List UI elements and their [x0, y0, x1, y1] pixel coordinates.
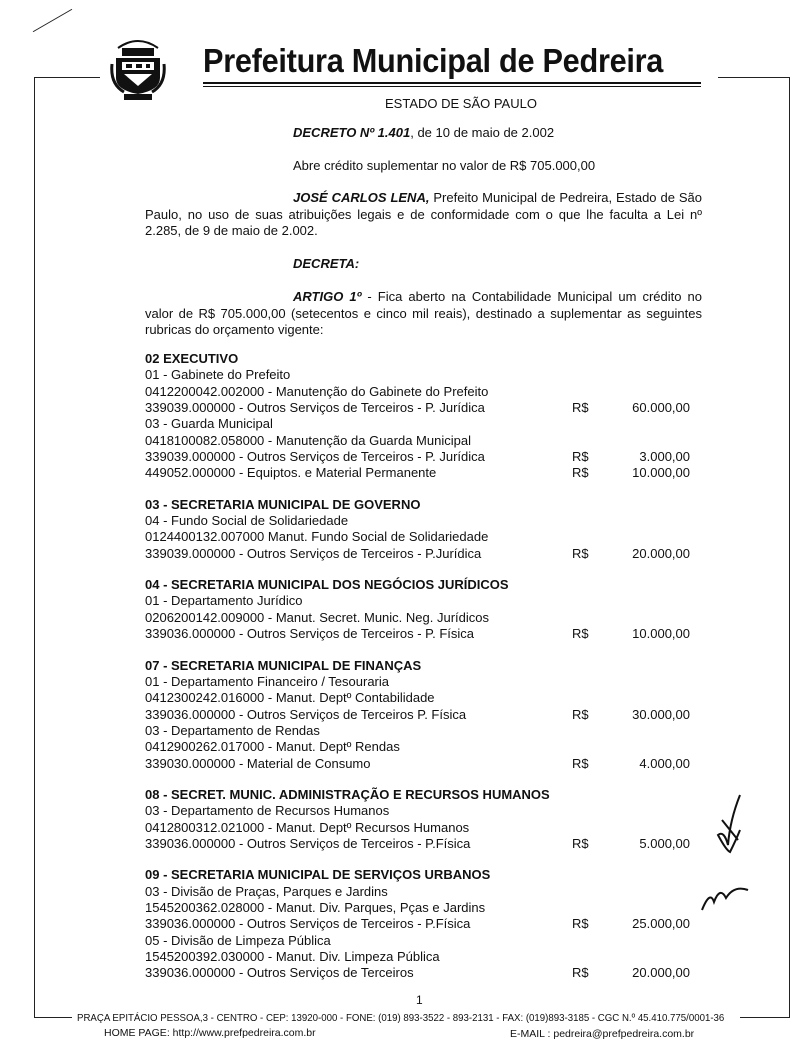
budget-section [145, 867, 705, 981]
currency-symbol: R$ [572, 965, 589, 981]
line-description: 01 - Gabinete do Prefeito [145, 367, 291, 383]
border-top-left [34, 77, 100, 78]
line-description: 339030.000000 - Material de Consumo [145, 755, 371, 771]
budget-line [145, 820, 705, 836]
line-description: 03 - Departamento de Rendas [145, 722, 320, 738]
budget-line [145, 400, 705, 416]
scan-mark [33, 9, 72, 32]
line-amount: 20.000,00 [632, 545, 690, 561]
budget-line [145, 367, 705, 383]
border-bottom-right [740, 1017, 790, 1018]
budget-line [145, 416, 705, 432]
section-heading: 09 - SECRETARIA MUNICIPAL DE SERVIÇOS URBANOS [145, 867, 491, 883]
budget-line [145, 449, 705, 465]
line-description: 01 - Departamento Jurídico [145, 593, 303, 609]
section-heading: 08 - SECRET. MUNIC. ADMINISTRAÇÃO E RECURSOS HUMANOS [145, 786, 550, 802]
line-description: 1545200362.028000 - Manut. Div. Parques, Pças e Jardins [145, 899, 486, 915]
title-rule [203, 82, 701, 84]
budget-sections [145, 351, 705, 997]
line-amount: 3.000,00 [639, 449, 690, 465]
budget-line [145, 707, 705, 723]
line-description: 449052.000000 - Equiptos. e Material Permanente [145, 465, 437, 481]
line-description: 339036.000000 - Outros Serviços de Terceiros P. Física [145, 706, 467, 722]
line-description: 0412800312.021000 - Manut. Deptº Recursos Humanos [145, 819, 470, 835]
budget-line [145, 933, 705, 949]
handwritten-initials [700, 790, 760, 920]
line-amount: 10.000,00 [632, 626, 690, 642]
preamble-text: Prefeito Municipal de Pedreira, Estado de São Paulo, no uso de suas atribuições legais e de conformidade com o que lhe faculta a Lei nº 2.285, de 9 de maio de 2.002. [145, 190, 702, 238]
line-description: 339036.000000 - Outros Serviços de Terceiros - P. Física [145, 626, 475, 642]
budget-line [145, 384, 705, 400]
budget-line [145, 529, 705, 545]
currency-symbol: R$ [572, 400, 589, 416]
section-heading: 07 - SECRETARIA MUNICIPAL DE FINANÇAS [145, 657, 422, 673]
line-amount: 5.000,00 [639, 835, 690, 851]
line-description: 339039.000000 - Outros Serviços de Terceiros - P. Jurídica [145, 400, 485, 416]
line-amount: 10.000,00 [632, 465, 690, 481]
article-text: - Fica aberto na Contabilidade Municipal um crédito no valor de R$ 705.000,00 (setecentos e cinco mil reais), destinado a suplementar as seguintes rubricas do orçamento vigente: [145, 289, 702, 337]
municipal-crest-logo [110, 34, 166, 102]
line-description: 03 - Guarda Municipal [145, 416, 273, 432]
section-heading: 03 - SECRETARIA MUNICIPAL DE GOVERNO [145, 496, 421, 512]
budget-line [145, 836, 705, 852]
line-description: 339036.000000 - Outros Serviços de Terceiros - P.Física [145, 835, 471, 851]
line-amount: 30.000,00 [632, 706, 690, 722]
article-paragraph [145, 289, 702, 339]
line-description: 0418100082.058000 - Manutenção da Guarda Municipal [145, 432, 471, 448]
line-description: 01 - Departamento Financeiro / Tesouraria [145, 673, 389, 689]
preamble-paragraph [145, 190, 702, 240]
page-border-left [34, 78, 35, 1018]
border-bottom-left [34, 1017, 72, 1018]
section-heading: 02 EXECUTIVO [145, 351, 239, 366]
currency-symbol: R$ [572, 835, 589, 851]
budget-line [145, 513, 705, 529]
page-title: Prefeitura Municipal de Pedreira [203, 42, 664, 79]
page-number: 1 [416, 993, 423, 1007]
budget-line [145, 546, 705, 562]
budget-section [145, 658, 705, 772]
budget-line [145, 884, 705, 900]
budget-section [145, 351, 705, 482]
budget-line [145, 739, 705, 755]
budget-line [145, 626, 705, 642]
page-border-right [789, 78, 790, 1018]
line-description: 339036.000000 - Outros Serviços de Terceiros - P.Física [145, 916, 471, 932]
decree-summary: Abre crédito suplementar no valor de R$ 705.000,00 [293, 158, 596, 173]
line-description: 03 - Departamento de Recursos Humanos [145, 803, 390, 819]
mayor-name: JOSÉ CARLOS LENA, [293, 190, 430, 205]
currency-symbol: R$ [572, 706, 589, 722]
line-amount: 4.000,00 [639, 755, 690, 771]
section-heading: 04 - SECRETARIA MUNICIPAL DOS NEGÓCIOS JURÍDICOS [145, 577, 509, 593]
currency-symbol: R$ [572, 755, 589, 771]
budget-section [145, 577, 705, 642]
line-description: 0206200142.009000 - Manut. Secret. Munic. Neg. Jurídicos [145, 609, 489, 625]
line-amount: 20.000,00 [632, 965, 690, 981]
line-description: 339036.000000 - Outros Serviços de Terceiros [145, 965, 414, 981]
line-description: 339039.000000 - Outros Serviços de Terceiros - P.Jurídica [145, 545, 482, 561]
budget-line [145, 433, 705, 449]
decree-number: DECRETO Nº 1.401 [293, 125, 411, 140]
budget-line [145, 610, 705, 626]
currency-symbol: R$ [572, 545, 589, 561]
budget-section [145, 787, 705, 852]
budget-line [145, 723, 705, 739]
line-description: 1545200392.030000 - Manut. Div. Limpeza Pública [145, 949, 440, 964]
line-description: 0412900262.017000 - Manut. Deptº Rendas [145, 739, 400, 755]
line-amount: 60.000,00 [632, 400, 690, 416]
line-description: 05 - Divisão de Limpeza Pública [145, 932, 331, 948]
currency-symbol: R$ [572, 916, 589, 932]
budget-line [145, 465, 705, 481]
currency-symbol: R$ [572, 465, 589, 481]
budget-line [145, 803, 705, 819]
line-description: 0412300242.016000 - Manut. Deptº Contabilidade [145, 690, 435, 706]
line-description: 339039.000000 - Outros Serviços de Terceiros - P. Jurídica [145, 449, 485, 465]
currency-symbol: R$ [572, 449, 589, 465]
budget-line [145, 690, 705, 706]
title-rule-thin [203, 86, 701, 87]
decreta-heading: DECRETA: [293, 256, 360, 271]
border-top-right [718, 77, 790, 78]
line-description: 0124400132.007000 Manut. Fundo Social de Solidariedade [145, 529, 489, 545]
decree-date: , de 10 de maio de 2.002 [410, 125, 555, 140]
state-subtitle: ESTADO DE SÃO PAULO [385, 96, 537, 111]
budget-line [145, 949, 705, 965]
currency-symbol: R$ [572, 626, 589, 642]
footer-email[interactable]: E-MAIL : pedreira@prefpedreira.com.br [510, 1028, 695, 1040]
budget-section [145, 497, 705, 562]
line-description: 03 - Divisão de Praças, Parques e Jardins [145, 883, 388, 899]
budget-line [145, 674, 705, 690]
footer-homepage[interactable]: HOME PAGE: http://www.prefpedreira.com.br [104, 1027, 316, 1039]
article-label: ARTIGO 1º [293, 289, 362, 304]
budget-line [145, 965, 705, 981]
budget-line [145, 593, 705, 609]
budget-line [145, 900, 705, 916]
budget-line [145, 756, 705, 772]
line-amount: 25.000,00 [632, 916, 690, 932]
line-description: 04 - Fundo Social de Solidariedade [145, 513, 349, 529]
decree-heading [293, 125, 554, 142]
budget-line [145, 916, 705, 932]
footer-address: PRAÇA EPITÁCIO PESSOA,3 - CENTRO - CEP: 13920-000 - FONE: (019) 893-3522 - 893-2131 - FAX: (019)893-3185 - CGC N.º 45.410.775/0001-36 [77, 1012, 725, 1024]
line-description: 0412200042.002000 - Manutenção do Gabinete do Prefeito [145, 383, 489, 399]
